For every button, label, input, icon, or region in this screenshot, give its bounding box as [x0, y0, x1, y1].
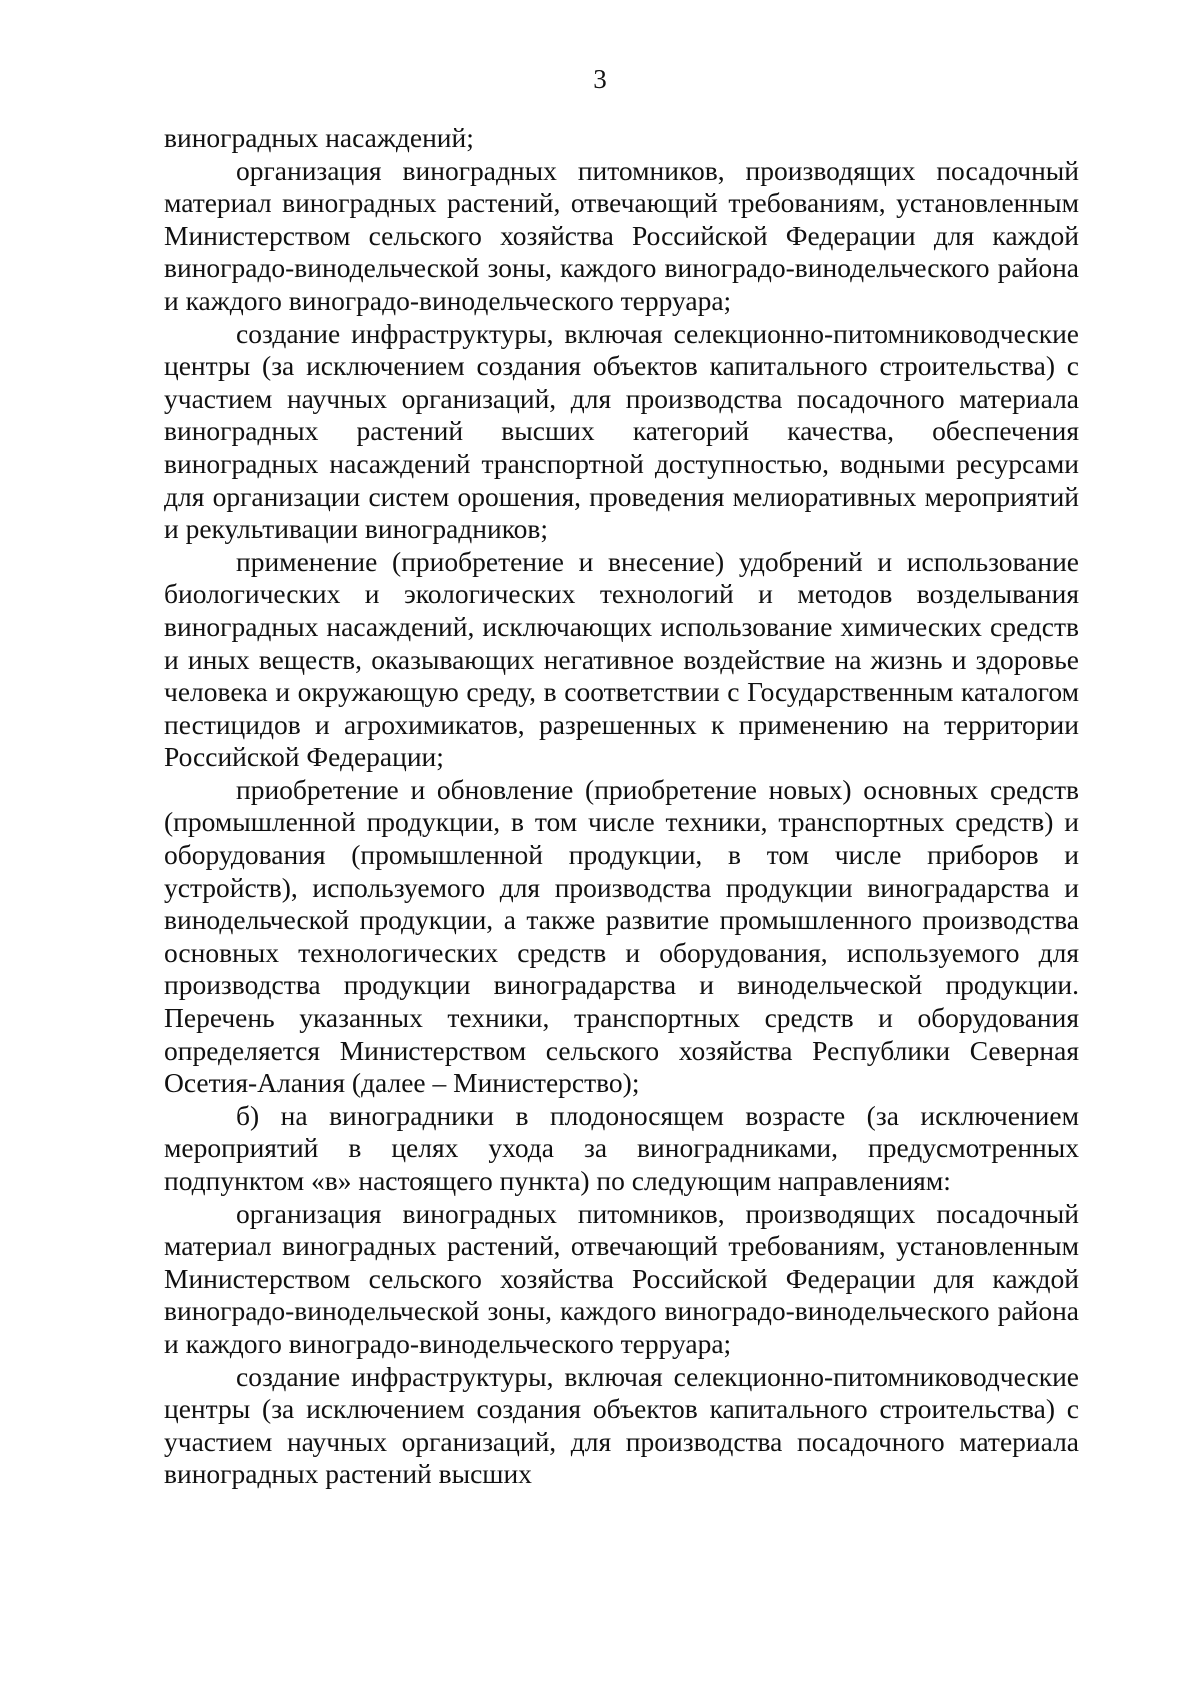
paragraph-fruiting-vineyards: б) на виноградники в плодоносящем возрасте (за исключением мероприятий в целях ухода за виноградниками, предусмотренных подпунктом «в» настоящего пункта) по следующим направлениям: [164, 1099, 1079, 1196]
document-body [164, 122, 1079, 1491]
paragraph-nurseries-2: организация виноградных питомников, производящих посадочный материал виноградных растений, отвечающий требованиям, установленным Министерством сельского хозяйства Российской Федерации для каждой виноградо-винодельческой зоны, каждого виноградо-винодельческого района и каждого виноградо-винодельческого терруара; [164, 1197, 1079, 1359]
page-number: 3 [593, 64, 607, 94]
paragraph-nurseries: организация виноградных питомников, производящих посадочный материал виноградных растений, отвечающий требованиям, установленным Министерством сельского хозяйства Российской Федерации для каждой виноградо-винодельческой зоны, каждого виноградо-винодельческого района и каждого виноградо-винодельческого терруара; [164, 154, 1079, 316]
paragraph-infrastructure-2: создание инфраструктуры, включая селекционно-питомниководческие центры (за исключением создания объектов капитального строительства) с участием научных организаций, для производства посадочного материала виноградных растений высших [164, 1360, 1079, 1490]
paragraph-fertilizers: применение (приобретение и внесение) удобрений и использование биологических и экологических технологий и методов возделывания виноградных насаждений, исключающих использование химических средств и иных веществ, оказывающих негативное воздействие на жизнь и здоровье человека и окружающую среду, в соответствии с Государственным каталогом пестицидов и агрохимикатов, разрешенных к применению на территории Российской Федерации; [164, 545, 1079, 773]
paragraph-equipment: приобретение и обновление (приобретение новых) основных средств (промышленной продукции, в том числе техники, транспортных средств) и оборудования (промышленной продукции, в том числе приборов и устройств), используемого для производства продукции виноградарства и винодельческой продукции, а также развитие промышленного производства основных технологических средств и оборудования, используемого для производства продукции виноградарства и винодельческой продукции. Перечень указанных техники, транспортных средств и оборудования определяется Министерством сельского хозяйства Республики Северная Осетия-Алания (далее – Министерство); [164, 773, 1079, 1099]
paragraph-infrastructure: создание инфраструктуры, включая селекционно-питомниководческие центры (за исключением создания объектов капитального строительства) с участием научных организаций, для производства посадочного материала виноградных растений высших категорий качества, обеспечения виноградных насаждений транспортной доступностью, водными ресурсами для организации систем орошения, проведения мелиоративных мероприятий и рекультивации виноградников; [164, 317, 1079, 545]
paragraph-continuation: виноградных насаждений; [164, 122, 474, 153]
